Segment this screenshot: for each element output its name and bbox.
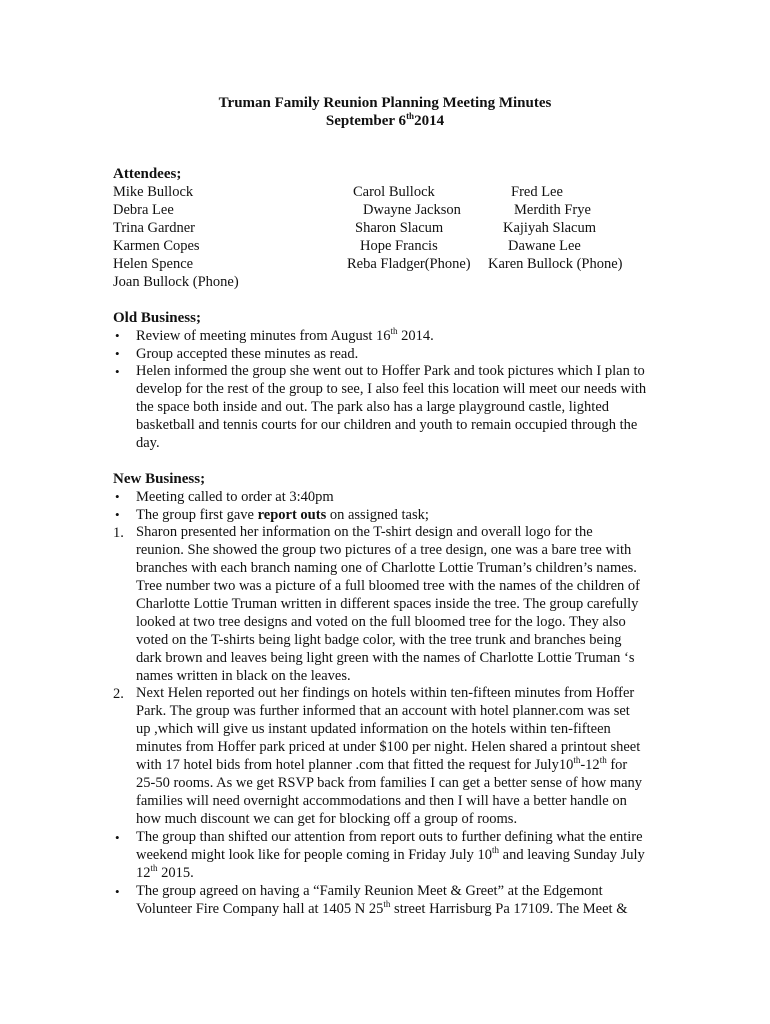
paragraph-line: Sharon presented her information on the T-shirt design and overall logo for the xyxy=(136,524,593,540)
paragraph-line: looked at two tree designs and voted on the full bloomed tree for the logo. They also xyxy=(136,613,626,630)
paragraph-line: Next Helen reported out her findings on hotels within ten-fifteen minutes from Hoffer xyxy=(136,685,635,701)
bullet-icon: • xyxy=(115,884,120,899)
paragraph-line: weekend might look like for people coming in Friday July 10th and leaving Sunday July xyxy=(136,845,645,863)
bullet-icon: • xyxy=(115,507,120,522)
paragraph-line: minutes from Hoffer park priced at under $100 per night. Helen shared a printout sheet xyxy=(136,738,641,755)
document-title: Truman Family Reunion Planning Meeting Minutes xyxy=(218,95,552,111)
paragraph-line: how much discount we can get for blocking off a group of rooms. xyxy=(136,810,518,827)
attendee: Trina Gardner xyxy=(113,220,196,236)
paragraph-line: 25-50 rooms. As we get RSVP back from families I can get a better sense of how many xyxy=(136,774,643,791)
old-business-item: Review of meeting minutes from August 16th 2014. xyxy=(136,326,434,344)
attendee: Karen Bullock (Phone) xyxy=(488,256,623,272)
bullet-icon: • xyxy=(115,830,120,845)
new-business-numbered-item xyxy=(136,685,666,829)
attendee: Reba Fladger(Phone) xyxy=(347,256,471,272)
paragraph-line: names written in black on the leaves. xyxy=(136,667,351,684)
old-business-item: Group accepted these minutes as read. xyxy=(136,346,359,362)
attendee: Helen Spence xyxy=(113,256,194,272)
paragraph-line: up ,which will give us instant updated information on the hotels within ten-fifteen xyxy=(136,720,611,737)
attendee: Fred Lee xyxy=(511,184,563,200)
new-business-item: Meeting called to order at 3:40pm xyxy=(136,489,334,505)
bullet-icon: • xyxy=(115,364,120,379)
paragraph-line: branches with each branch naming one of Charlotte Lottie Truman’s children’s names. xyxy=(136,559,637,576)
paragraph-line: develop for the rest of the group to see, I also feel this location will meet our needs with xyxy=(136,380,647,397)
paragraph-line: voted on the T-shirts being light badge color, with the tree trunk and branches being xyxy=(136,631,622,648)
paragraph-line: dark brown and leaves being light green with the names of Charlotte Lottie Truman ‘s xyxy=(136,649,635,666)
new-business-item xyxy=(136,883,666,919)
paragraph-line: 12th 2015. xyxy=(136,863,194,881)
attendee: Sharon Slacum xyxy=(355,220,444,236)
paragraph-line: reunion. She showed the group two pictures of a tree design, one was a bare tree with xyxy=(136,541,632,558)
attendee: Mike Bullock xyxy=(113,184,194,200)
paragraph-line: Charlotte Lottie Truman written in different spaces inside the tree. The group carefully xyxy=(136,595,639,612)
attendee: Joan Bullock (Phone) xyxy=(113,274,239,290)
paragraph-line: day. xyxy=(136,434,160,451)
new-business-item xyxy=(136,829,666,883)
bullet-icon: • xyxy=(115,346,120,361)
bullet-icon: • xyxy=(115,328,120,343)
paragraph-line: Park. The group was further informed that an account with hotel planner.com was set xyxy=(136,702,630,719)
attendees-heading: Attendees; xyxy=(113,166,182,182)
paragraph-line: families will need overnight accommodations and then I will have a better handle on xyxy=(136,792,627,809)
paragraph-line: Helen informed the group she went out to Hoffer Park and took pictures which I plan to xyxy=(136,363,645,379)
paragraph-line: the space both inside and out. The park also has a large playground castle, lighted xyxy=(136,398,609,415)
old-business-heading: Old Business; xyxy=(113,310,201,326)
new-business-item: The group first gave report outs on assigned task; xyxy=(136,507,429,523)
bullet-icon: • xyxy=(115,489,120,504)
paragraph-line: Volunteer Fire Company hall at 1405 N 25th street Harrisburg Pa 17109. The Meet & xyxy=(136,899,628,917)
new-business-numbered-item xyxy=(136,524,666,686)
paragraph-line: Tree number two was a picture of a full bloomed tree with the names of the children of xyxy=(136,577,640,594)
paragraph-line: The group agreed on having a “Family Reunion Meet & Greet” at the Edgemont xyxy=(136,883,603,899)
old-business-item xyxy=(136,363,666,453)
new-business-heading: New Business; xyxy=(113,471,206,487)
list-number: 1. xyxy=(113,525,124,541)
attendee: Dwayne Jackson xyxy=(363,202,461,218)
paragraph-line: The group than shifted our attention from report outs to further defining what the entire xyxy=(136,829,643,845)
attendee: Debra Lee xyxy=(113,202,174,218)
attendee: Karmen Copes xyxy=(113,238,200,254)
attendee: Dawane Lee xyxy=(508,238,581,254)
attendee: Carol Bullock xyxy=(353,184,435,200)
list-number: 2. xyxy=(113,686,124,702)
attendee: Merdith Frye xyxy=(514,202,591,218)
paragraph-line: with 17 hotel bids from hotel planner .com that fitted the request for July10th-12th for xyxy=(136,754,628,773)
document-date: September 6th2014 xyxy=(325,111,445,129)
paragraph-line: basketball and tennis courts for our children and youth to remain occupied through the xyxy=(136,416,638,433)
attendee: Hope Francis xyxy=(360,238,438,254)
attendee: Kajiyah Slacum xyxy=(503,220,597,236)
